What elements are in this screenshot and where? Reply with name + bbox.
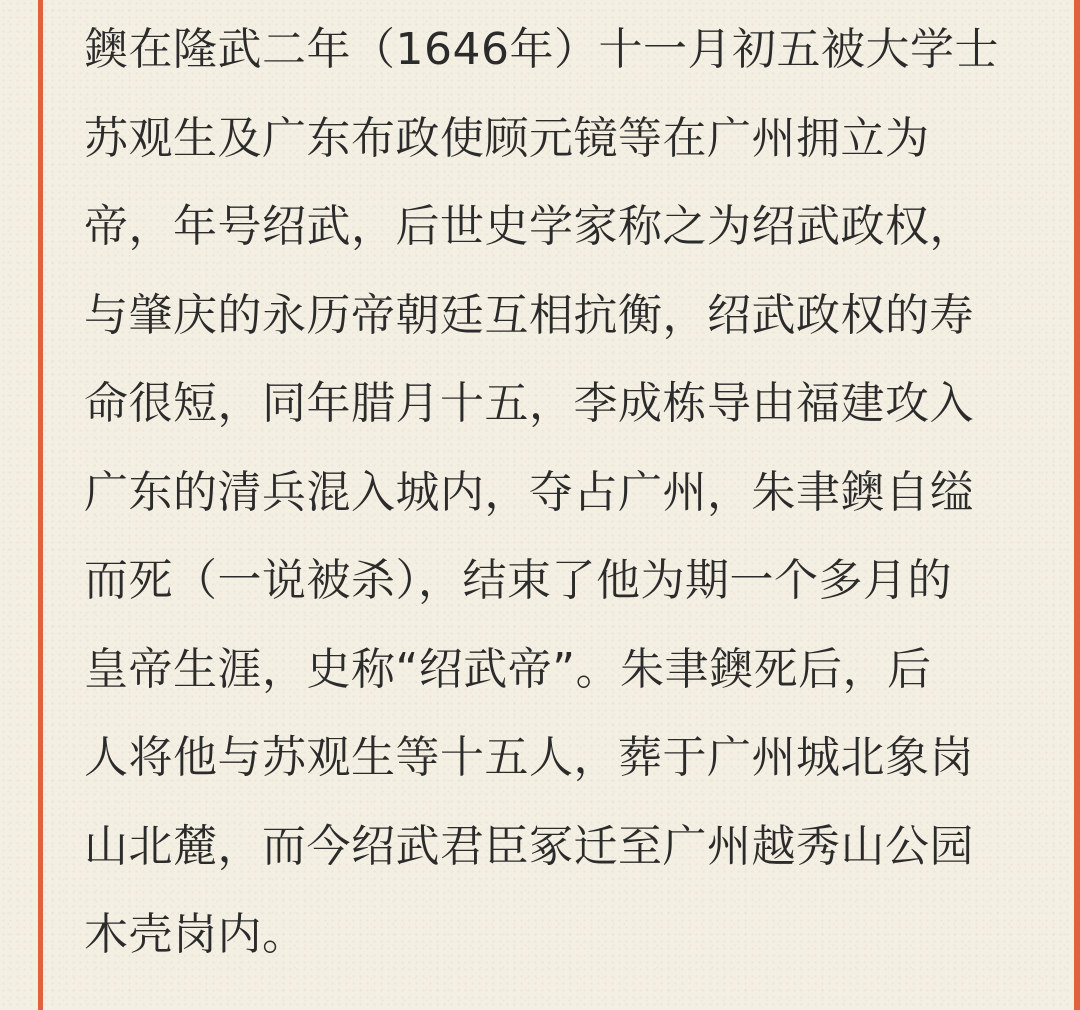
text-line: 人将他与苏观生等十五人，葬于广州城北象岗 <box>84 732 974 783</box>
text-line: 山北麓，而今绍武君臣冢迁至广州越秀山公园 <box>84 820 974 872</box>
text-line: 命很短，同年腊月十五，李成栋导由福建攻入 <box>84 378 974 429</box>
text-line: 木壳岗内。 <box>84 909 307 960</box>
text-line: 鐭在隆武二年（1646年）十一月初五被大学士 <box>84 24 999 75</box>
text-line: 帝，年号绍武，后世史学家称之为绍武政权， <box>84 201 974 252</box>
article-text <box>84 6 1024 980</box>
text-line: 广东的清兵混入城内，夺占广州，朱聿鐭自缢 <box>84 466 974 518</box>
right-border-decoration <box>1074 0 1080 1010</box>
text-line: 与肇庆的永历帝朝廷互相抗衡，绍武政权的寿 <box>84 289 974 341</box>
left-border-decoration <box>38 0 43 1010</box>
text-line: 苏观生及广东布政使顾元镜等在广州拥立为 <box>84 112 930 164</box>
text-line: 皇帝生涯，史称“绍武帝”。朱聿鐭死后，后 <box>84 643 932 695</box>
text-line: 而死（一说被杀），结束了他为期一个多月的 <box>84 555 952 606</box>
